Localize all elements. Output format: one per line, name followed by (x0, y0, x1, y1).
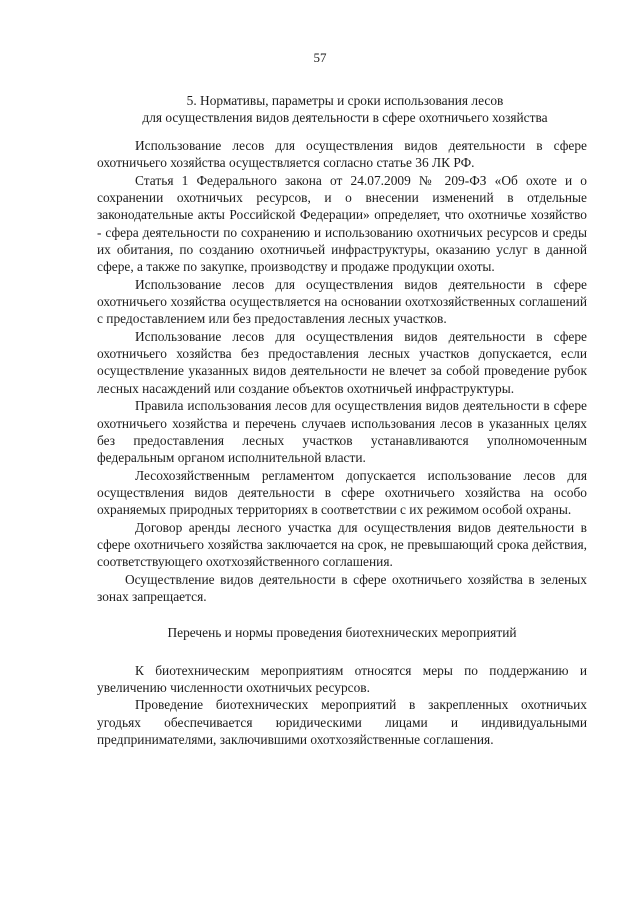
paragraph-usage-rules: Правила использования лесов для осуществления видов деятельности в сфере охотничьего хозяйства и перечень случаев использования лесов в указанных целях без предоставления лесных участков устанавливаются уполномоченным федеральным органом исполнительной власти. (97, 398, 587, 466)
paragraph-hunting-agreements: Использование лесов для осуществления видов деятельности в сфере охотничьего хозяйства осуществляется на основании охотхозяйственных соглашений с предоставлением или без предоставления лесных участков. (97, 276, 587, 327)
section-title-line-2: для осуществления видов деятельности в сфере охотничьего хозяйства (142, 110, 548, 125)
paragraph-green-zones: Осуществление видов деятельности в сфере охотничьего хозяйства в зеленых зонах запрещается. (97, 571, 587, 604)
section-title-line-1: 5. Нормативы, параметры и сроки использования лесов (186, 93, 504, 108)
subsection-title: Перечень и нормы проведения биотехнических мероприятий (167, 625, 517, 641)
page-number: 57 (313, 50, 327, 65)
paragraph-biotech-provision: Проведение биотехнических мероприятий в закрепленных охотничьих угодьях обеспечивается юридическими лицами и индивидуальными предпринимателями, заключившими охотхозяйственные соглашения. (97, 697, 587, 747)
paragraph-article-36: Использование лесов для осуществления видов деятельности в сфере охотничьего хозяйства осуществляется согласно статье 36 ЛК РФ. (97, 138, 587, 171)
paragraph-protected-areas: Лесохозяйственным регламентом допускается использование лесов для осуществления видов деятельности в сфере охотничьего хозяйства на особо охраняемых природных территориях в соответствии с их режимом особой охраны. (97, 467, 587, 518)
section-title (100, 92, 590, 126)
paragraph-without-plots: Использование лесов для осуществления видов деятельности в сфере охотничьего хозяйства без предоставления лесных участков допускается, если осуществление указанных видов деятельности не влечет за собой проведение рубок лесных насаждений или создание объектов охотничьей инфраструктуры. (97, 328, 587, 396)
document-body (97, 137, 587, 748)
paragraph-biotech-definition: К биотехническим мероприятиям относятся меры по поддержанию и увеличению численности охотничьих ресурсов. (97, 662, 587, 695)
paragraph-federal-law-209: Статья 1 Федерального закона от 24.07.2009 № 209-ФЗ «Об охоте и о сохранении охотничьих ресурсов, и о внесении изменений в отдельные законодательные акты Российской Федерации» определяет, что охотничье хозяйство - сфера деятельности по сохранению и использованию охотничьих ресурсов и среды их обитания, по созданию охотничьей инфраструктуры, оказанию услуг в данной сфере, а также по закупке, производству и продаже продукции охоты. (97, 172, 587, 275)
paragraph-lease-agreement: Договор аренды лесного участка для осуществления видов деятельности в сфере охотничьего хозяйства заключается на срок, не превышающий срока действия, соответствующего охотхозяйственного соглашения. (97, 519, 587, 570)
